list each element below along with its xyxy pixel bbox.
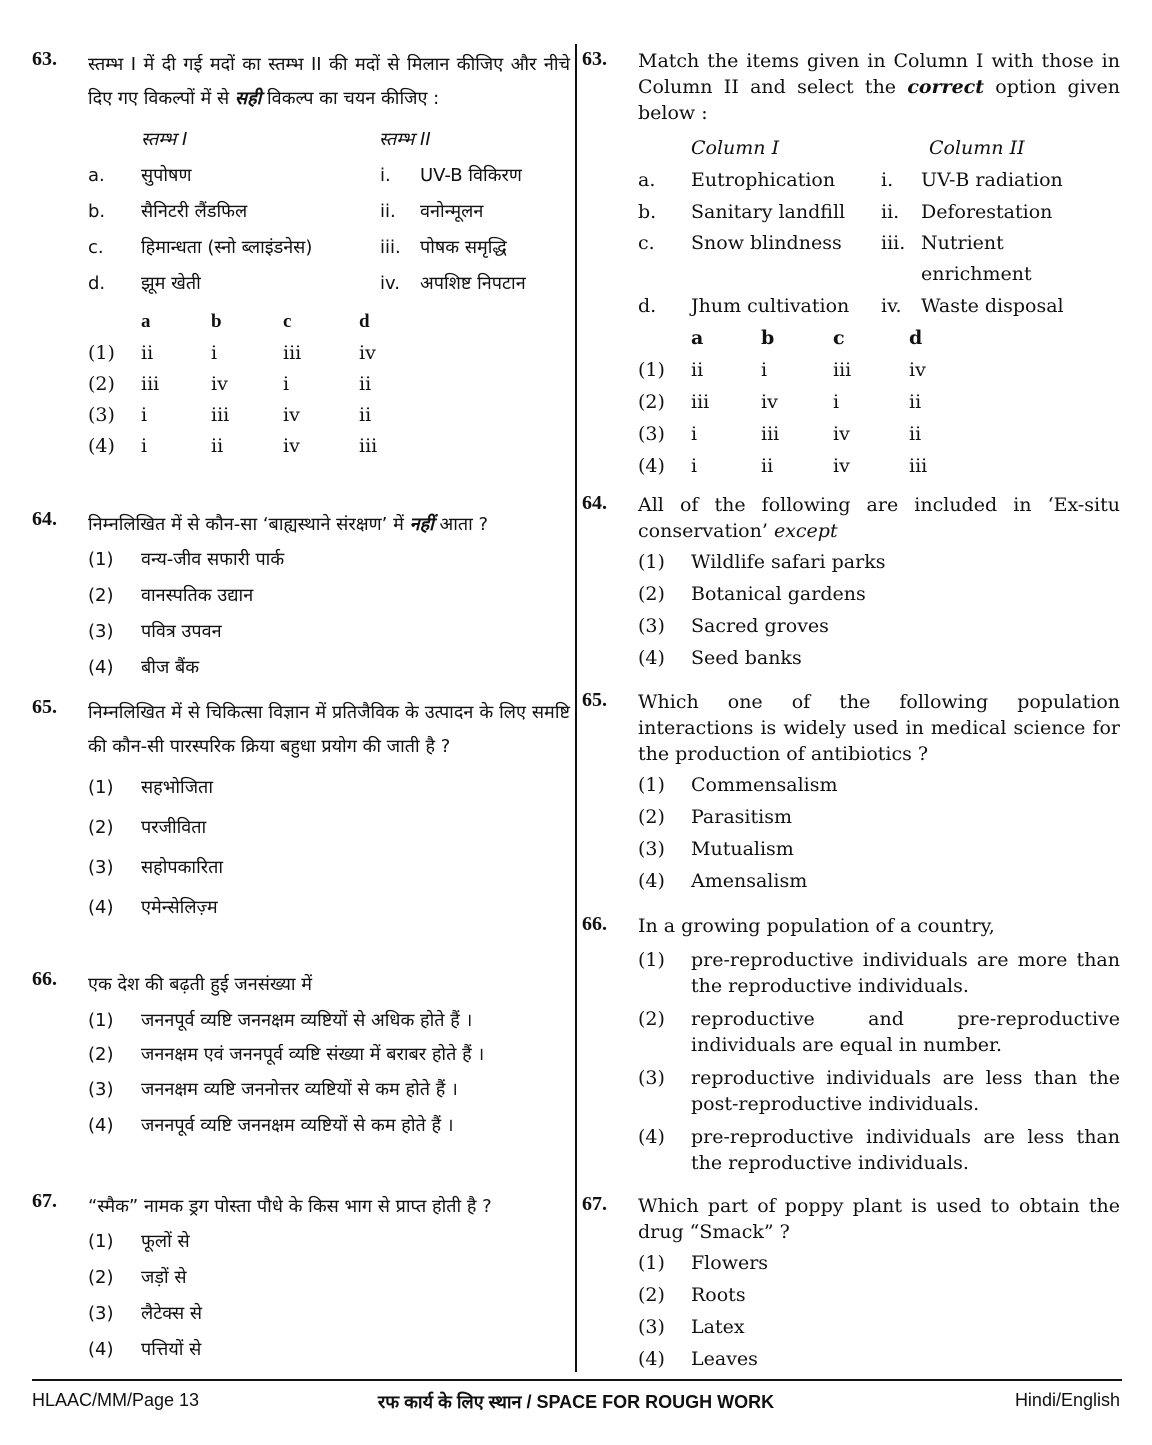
option-text: reproductive individuals are less than the post-reproductive individuals. [691, 1067, 1120, 1115]
answer-option[interactable] [638, 418, 1120, 450]
answer-cell: iv [833, 423, 850, 445]
question-number: 66. [32, 968, 57, 990]
question-text: All of the following are included in ‘Ex-situ conservation’ except [638, 494, 1120, 542]
option-text: Wildlife safari parks [691, 551, 886, 573]
match-row [638, 290, 1120, 322]
answer-cell: iv [359, 342, 376, 364]
column-1-item: Sanitary landfill [691, 201, 846, 223]
row-letter: b. [88, 201, 106, 222]
column-2-heading: Column II [929, 137, 1025, 159]
answer-cell: iii [761, 423, 780, 445]
option-number: (1) [88, 1231, 114, 1252]
option-number: (1) [88, 1010, 114, 1031]
option-number: (1) [638, 1252, 665, 1274]
option-text: वन्य-जीव सफारी पार्क [141, 549, 285, 570]
option[interactable] [638, 546, 1120, 578]
column-1-item: Eutrophication [691, 169, 836, 191]
answer-head: b [211, 311, 222, 332]
question-63-english [582, 48, 1120, 482]
option[interactable] [638, 801, 1120, 833]
option-text: Roots [691, 1284, 746, 1306]
option-text: जननपूर्व व्यष्टि जननक्षम व्यष्टियों से कम होते हैं । [141, 1115, 454, 1136]
option-number: (1) [88, 342, 115, 364]
column-2-item: Waste disposal [921, 295, 1064, 317]
option-number: (4) [638, 870, 665, 892]
question-66-hindi [32, 968, 570, 1144]
option-text: Botanical gardens [691, 583, 866, 605]
row-letter: a. [638, 169, 656, 191]
answer-cell: ii [141, 342, 154, 364]
option[interactable] [88, 1260, 570, 1296]
option[interactable] [638, 1343, 1120, 1375]
match-table [638, 132, 1120, 322]
answer-cell: iii [283, 342, 302, 364]
option-number: (4) [88, 435, 115, 457]
question-67-english [582, 1193, 1120, 1375]
row-numeral: ii. [881, 201, 900, 223]
option-number: (3) [88, 857, 114, 878]
match-row [88, 230, 570, 266]
option-text: जननपूर्व व्यष्टि जननक्षम व्यष्टियों से अधिक होते हैं । [141, 1010, 473, 1031]
footer-rule [32, 1379, 1122, 1381]
answer-cell: iii [691, 391, 710, 413]
column-2-item: UV-B विकिरण [420, 165, 522, 186]
match-table [88, 122, 570, 302]
option[interactable] [638, 865, 1120, 897]
option-number: (1) [88, 549, 114, 570]
answer-cell: ii [909, 391, 922, 413]
answer-cell: ii [359, 373, 372, 395]
answer-cell: i [691, 423, 698, 445]
answer-cell: i [691, 455, 698, 477]
question-text: स्तम्भ I में दी गई मदों का स्तम्भ II की मदों से मिलान कीजिए और नीचे दिए गए विकल्पों में से सही विकल्प का चयन कीजिए : [88, 54, 570, 109]
answer-option[interactable] [638, 450, 1120, 482]
option-number: (1) [638, 359, 665, 381]
question-text: Which one of the following population interactions is widely used in medical science for the production of antibiotics ? [638, 691, 1120, 765]
answer-cell: i [141, 404, 148, 426]
question-number: 66. [582, 913, 607, 935]
option-text: लैटेक्स से [141, 1303, 203, 1324]
option-number: (4) [638, 455, 665, 477]
column-2-item: Nutrient enrichment [921, 232, 1032, 285]
option-text: जननक्षम एवं जननपूर्व व्यष्टि संख्या में बराबर होते हैं । [141, 1044, 485, 1065]
option[interactable] [638, 1311, 1120, 1343]
column-1-item: Snow blindness [691, 232, 842, 254]
option-text: जड़ों से [141, 1267, 187, 1288]
option-number: (2) [638, 1284, 665, 1306]
option-number: (3) [88, 404, 115, 426]
option[interactable] [88, 808, 570, 848]
answer-head: c [283, 311, 292, 332]
option-text: परजीविता [141, 817, 207, 838]
option-text: pre-reproductive individuals are less than the reproductive individuals. [691, 1126, 1120, 1174]
answer-cell: ii [359, 404, 372, 426]
option-text: पवित्र उपवन [141, 621, 222, 642]
option-number: (3) [638, 423, 665, 445]
option-number: (1) [638, 949, 665, 971]
question-text: Match the items given in Column I with those in Column II and select the correct option given below : [638, 50, 1121, 124]
answer-cell: ii [691, 359, 704, 381]
option[interactable] [638, 578, 1120, 610]
option-text: Leaves [691, 1348, 758, 1370]
option-number: (2) [638, 583, 665, 605]
question-63-hindi [32, 48, 570, 462]
column-1-heading: स्तम्भ I [141, 129, 188, 150]
question-number: 64. [582, 492, 607, 514]
answer-cell: iii [211, 404, 230, 426]
option-text: Flowers [691, 1252, 769, 1274]
emphasis-word: except [773, 520, 838, 542]
option-text: pre-reproductive individuals are more than the reproductive individuals. [691, 949, 1120, 997]
option[interactable] [638, 947, 1120, 999]
column-2-item: अपशिष्ट निपटान [420, 273, 526, 294]
option[interactable] [88, 578, 570, 614]
option[interactable] [638, 1279, 1120, 1311]
question-text: “स्मैक” नामक ड्रग पोस्ता पौधे के किस भाग से प्राप्त होती है ? [88, 1196, 492, 1217]
answer-head: d [359, 311, 370, 332]
option-text: वानस्पतिक उद्यान [141, 585, 254, 606]
option-number: (3) [638, 838, 665, 860]
option[interactable] [88, 768, 570, 808]
option[interactable] [638, 610, 1120, 642]
question-number: 63. [582, 48, 607, 70]
answer-cell: i [761, 359, 768, 381]
option-text: Amensalism [691, 870, 808, 892]
question-64-hindi [32, 508, 570, 686]
match-row [88, 266, 570, 302]
language-label: Hindi/English [1014, 1390, 1120, 1410]
option[interactable] [88, 542, 570, 578]
emphasis-word: correct [907, 76, 985, 98]
match-row [88, 158, 570, 194]
question-65-english [582, 689, 1120, 897]
option-text: जननक्षम व्यष्टि जननोत्तर व्यष्टियों से कम होते हैं । [141, 1079, 458, 1100]
row-numeral: iii. [380, 237, 401, 258]
answer-option[interactable] [638, 354, 1120, 386]
option-text: बीज बैंक [141, 657, 200, 678]
option-number: (2) [88, 373, 115, 395]
option[interactable] [638, 833, 1120, 865]
question-66-english [582, 913, 1120, 1176]
question-64-english [582, 492, 1120, 674]
row-numeral: iii. [881, 232, 906, 254]
option[interactable] [88, 1040, 570, 1070]
answer-cell: iv [833, 455, 850, 477]
match-row [638, 228, 1120, 290]
emphasis-word: नहीं [409, 514, 434, 535]
option-number: (4) [638, 1348, 665, 1370]
row-numeral: iv. [380, 273, 400, 294]
answer-head: b [761, 327, 775, 349]
option-number: (3) [88, 621, 114, 642]
column-2-item: UV-B radiation [921, 169, 1063, 191]
option[interactable] [88, 848, 570, 888]
question-number: 65. [32, 696, 57, 718]
column-2-heading: स्तम्भ II [379, 129, 431, 150]
answer-cell: iv [909, 359, 926, 381]
answer-cell: ii [761, 455, 774, 477]
option[interactable] [638, 642, 1120, 674]
column-1-item: झूम खेती [141, 273, 201, 294]
answer-cell: iii [141, 373, 160, 395]
question-number: 67. [32, 1190, 57, 1212]
question-text: निम्नलिखित में से कौन-सा ‘बाह्यस्थाने संरक्षण’ में नहीं आता ? [88, 514, 489, 535]
column-1-item: सुपोषण [141, 165, 192, 186]
option-number: (4) [638, 647, 665, 669]
question-65-hindi [32, 696, 570, 928]
option[interactable] [88, 1296, 570, 1332]
option[interactable] [88, 1332, 570, 1368]
option[interactable] [638, 1124, 1120, 1176]
emphasis-word: सही [234, 88, 262, 109]
row-numeral: iv. [881, 295, 902, 317]
answer-option[interactable] [88, 338, 570, 369]
question-text: In a growing population of a country, [638, 915, 995, 937]
option-number: (2) [88, 585, 114, 606]
option-text: सहोपकारिता [141, 857, 224, 878]
option-number: (1) [638, 551, 665, 573]
option[interactable] [88, 1108, 570, 1144]
answer-cell: iv [283, 435, 300, 457]
rough-work-label: रफ कार्य के लिए स्थान / SPACE FOR ROUGH WORK [377, 1392, 775, 1412]
row-letter: c. [638, 232, 655, 254]
answer-option[interactable] [638, 386, 1120, 418]
option-number: (2) [88, 1044, 114, 1065]
question-number: 64. [32, 508, 57, 530]
answer-option[interactable] [88, 400, 570, 431]
option-text: सहभोजिता [141, 777, 213, 798]
option-text: Parasitism [691, 806, 792, 828]
match-row [88, 194, 570, 230]
row-numeral: i. [380, 165, 391, 186]
column-1-item: Jhum cultivation [691, 295, 850, 317]
answer-cell: iv [283, 404, 300, 426]
row-letter: c. [88, 237, 104, 258]
option-number: (3) [88, 1303, 114, 1324]
option[interactable] [638, 1065, 1120, 1117]
answer-cell: iii [833, 359, 852, 381]
option-number: (1) [88, 777, 114, 798]
column-1-item: हिमान्धता (स्नो ब्लाइंडनेस) [141, 237, 313, 258]
match-row [638, 196, 1120, 228]
question-text: Which part of poppy plant is used to obtain the drug “Smack” ? [638, 1195, 1120, 1243]
option-number: (4) [88, 1339, 114, 1360]
option-number: (3) [638, 1067, 665, 1089]
question-number: 65. [582, 689, 607, 711]
option-text: एमेन्सेलिज़्म [141, 897, 218, 918]
row-letter: b. [638, 201, 657, 223]
option-number: (4) [88, 657, 114, 678]
question-67-hindi [32, 1190, 570, 1368]
option-number: (2) [638, 391, 665, 413]
row-numeral: i. [881, 169, 894, 191]
question-number: 63. [32, 48, 57, 70]
option-number: (1) [638, 774, 665, 796]
row-letter: d. [638, 295, 657, 317]
option-text: Seed banks [691, 647, 802, 669]
answer-option[interactable] [88, 431, 570, 462]
answer-cell: iv [761, 391, 778, 413]
option[interactable] [88, 1224, 570, 1260]
answer-cell: iii [359, 435, 378, 457]
option-number: (4) [88, 897, 114, 918]
option-number: (2) [88, 1267, 114, 1288]
option-number: (4) [88, 1115, 114, 1136]
column-2-item: Deforestation [921, 201, 1053, 223]
answer-cell: ii [909, 423, 922, 445]
answer-head: a [141, 311, 151, 332]
option-text: Sacred groves [691, 615, 829, 637]
option[interactable] [88, 614, 570, 650]
answer-head: c [833, 327, 845, 349]
option-text: फूलों से [141, 1231, 190, 1252]
option-number: (2) [88, 817, 114, 838]
option-text: reproductive and pre-reproductive individuals are equal in number. [691, 1008, 1120, 1056]
match-row [638, 164, 1120, 196]
answer-cell: i [141, 435, 148, 457]
answer-cell: iv [211, 373, 228, 395]
option[interactable] [88, 1004, 570, 1038]
column-2-item: वनोन्मूलन [420, 201, 484, 222]
option[interactable] [88, 650, 570, 686]
column-1-item: सैनिटरी लैंडफिल [141, 201, 248, 222]
option[interactable] [638, 1006, 1120, 1058]
option-number: (2) [638, 1008, 665, 1030]
question-text: निम्नलिखित में से चिकित्सा विज्ञान में प्रतिजैविक के उत्पादन के लिए समष्टि की कौन-सी पारस्परिक क्रिया बहुधा प्रयोग की जाती है ? [88, 702, 570, 757]
option-text: पत्तियों से [141, 1339, 202, 1360]
page-code: HLAAC/MM/Page 13 [32, 1390, 200, 1410]
answer-table [88, 306, 570, 462]
column-2-item: पोषक समृद्धि [420, 237, 507, 258]
column-divider [575, 44, 577, 1372]
answer-option[interactable] [88, 369, 570, 400]
option-text: Commensalism [691, 774, 838, 796]
option-number: (4) [638, 1126, 665, 1148]
answer-cell: i [211, 342, 218, 364]
answer-head: a [691, 327, 704, 349]
row-letter: a. [88, 165, 105, 186]
row-letter: d. [88, 273, 106, 294]
option[interactable] [638, 769, 1120, 801]
question-number: 67. [582, 1193, 607, 1215]
column-1-heading: Column I [691, 137, 780, 159]
option-text: Mutualism [691, 838, 794, 860]
row-numeral: ii. [380, 201, 396, 222]
option-number: (3) [88, 1079, 114, 1100]
answer-cell: iii [909, 455, 928, 477]
answer-table [638, 322, 1120, 482]
option[interactable] [88, 1072, 570, 1108]
option-text: Latex [691, 1316, 745, 1338]
answer-cell: i [833, 391, 840, 413]
option-number: (3) [638, 1316, 665, 1338]
option[interactable] [638, 1247, 1120, 1279]
option[interactable] [88, 888, 570, 928]
answer-cell: ii [211, 435, 224, 457]
option-number: (3) [638, 615, 665, 637]
question-text: एक देश की बढ़ती हुई जनसंख्या में [88, 974, 313, 995]
option-number: (2) [638, 806, 665, 828]
answer-head: d [909, 327, 923, 349]
answer-cell: i [283, 373, 290, 395]
